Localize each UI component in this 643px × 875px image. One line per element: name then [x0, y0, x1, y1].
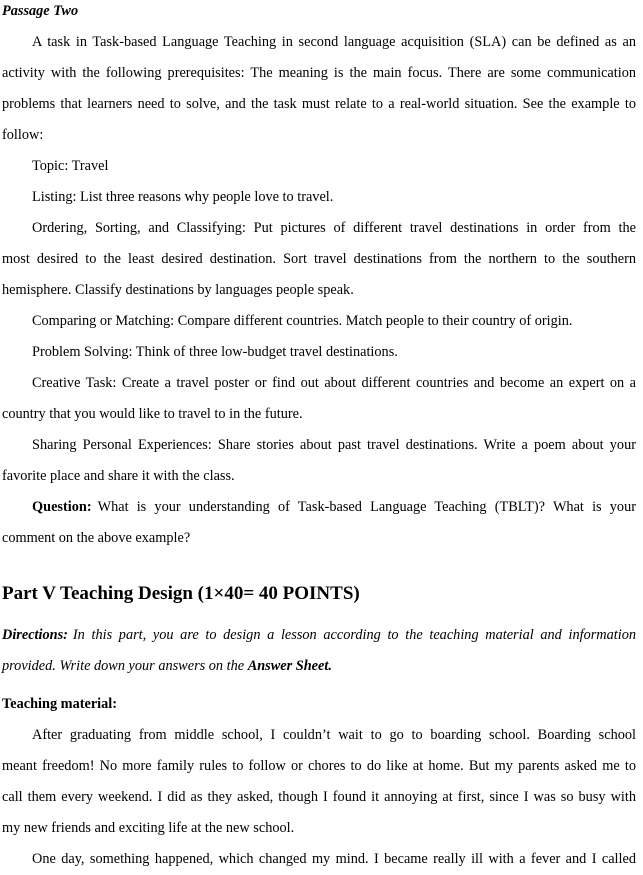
paragraph-line: Creative Task: Create a travel poster or find out about different countries and become an expert on a	[32, 375, 636, 391]
paragraph-line: problems that learners need to solve, and the task must relate to a real-world situation. See the example to	[2, 96, 636, 112]
paragraph-line: country that you would like to travel to in the future.	[2, 406, 303, 422]
directions-line	[2, 625, 636, 645]
paragraph-line: After graduating from middle school, I couldn’t wait to go to boarding school. Boarding school	[32, 727, 636, 743]
paragraph-line: follow:	[2, 127, 44, 143]
paragraph-line: call them every weekend. I did as they asked, though I found it annoying at first, since I was so busy with	[2, 789, 636, 805]
directions-text: provided. Write down your answers on the	[2, 658, 245, 674]
topic-line: Topic: Travel	[32, 158, 109, 174]
paragraph-line: Ordering, Sorting, and Classifying: Put pictures of different travel destinations in order from the	[32, 220, 636, 236]
listing-line: Listing: List three reasons why people love to travel.	[32, 189, 334, 205]
answer-sheet-reference: Answer Sheet.	[247, 658, 332, 674]
paragraph-line: my new friends and exciting life at the new school.	[2, 820, 295, 836]
paragraph-line: activity with the following prerequisites: The meaning is the main focus. There are some communication	[2, 65, 636, 81]
paragraph-line: most desired to the least desired destination. Sort travel destinations from the northern to the southern	[2, 251, 636, 267]
passage-title: Passage Two	[2, 3, 79, 19]
teaching-material-label: Teaching material:	[2, 696, 118, 712]
paragraph-line: hemisphere. Classify destinations by languages people speak.	[2, 282, 354, 298]
paragraph-line: comment on the above example?	[2, 530, 191, 546]
problem-solving-line: Problem Solving: Think of three low-budget travel destinations.	[32, 344, 398, 360]
paragraph-line: favorite place and share it with the class.	[2, 468, 235, 484]
paragraph-line: A task in Task-based Language Teaching in second language acquisition (SLA) can be defined as an	[32, 34, 636, 50]
directions-label: Directions:	[2, 627, 68, 643]
comparing-line: Comparing or Matching: Compare different countries. Match people to their country of origin.	[32, 313, 573, 329]
paragraph-line: meant freedom! No more family rules to follow or chores to do like at home. But my parents asked me to	[2, 758, 636, 774]
question-label: Question:	[32, 499, 92, 515]
question-line	[32, 497, 636, 517]
paragraph-line: One day, something happened, which changed my mind. I became really ill with a fever and I called	[32, 851, 636, 867]
directions-line-2	[2, 656, 332, 676]
section-heading: Part V Teaching Design (1×40= 40 POINTS)	[2, 583, 360, 604]
paragraph-line: Sharing Personal Experiences: Share stories about past travel destinations. Write a poem about your	[32, 437, 636, 453]
directions-text: In this part, you are to design a lesson according to the teaching material and information	[72, 627, 636, 643]
question-text: What is your understanding of Task-based Language Teaching (TBLT)? What is your	[97, 499, 636, 515]
